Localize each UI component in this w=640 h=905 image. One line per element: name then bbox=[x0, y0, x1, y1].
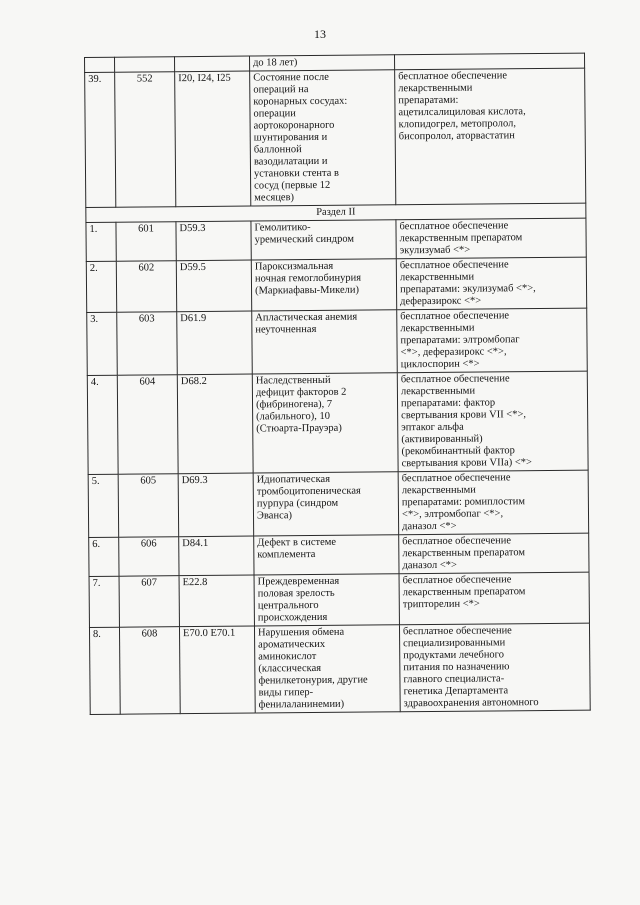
cell-condition: Наследственный дефицит факторов 2 (фибриногена), 7 (лабильного), 10 (Стюарта-Прауэра) bbox=[252, 373, 398, 473]
cell-condition: до 18 лет) bbox=[249, 55, 394, 71]
cell-benefit: бесплатное обеспечение лекарственным препаратом даназол <*> bbox=[399, 533, 589, 574]
cell-code: 605 bbox=[118, 474, 179, 538]
cell-code: 552 bbox=[115, 72, 176, 208]
cell-code: 601 bbox=[116, 222, 176, 262]
cell-icd bbox=[175, 56, 250, 72]
cell-icd: E22.8 bbox=[179, 575, 254, 627]
cell-benefit: бесплатное обеспечение лекарственными препаратами: элтромбопаг <*>, деферазирокс <*>, циклоспорин <*> bbox=[397, 308, 588, 373]
cell-benefit: бесплатное обеспечение специализированными продуктами лечебного питания по назначению главного специалиста- генетика Департамента здравоохранения автономного bbox=[399, 623, 590, 712]
cell-condition: Нарушения обмена ароматических аминокислот (классическая фенилкетонурия, другие виды гипер- фенилаланинемии) bbox=[254, 625, 400, 713]
cell-benefit: бесплатное обеспечение лекарственным препаратом экулизумаб <*> bbox=[396, 218, 586, 259]
cell-number: 1. bbox=[86, 222, 116, 261]
table-row bbox=[87, 371, 588, 474]
cell-number: 4. bbox=[87, 375, 118, 474]
cell-number bbox=[85, 57, 115, 72]
cell-icd: D69.3 bbox=[178, 473, 254, 537]
cell-condition: Гемолитико- уремический синдром bbox=[251, 220, 396, 260]
table-row bbox=[89, 623, 590, 714]
cell-code: 608 bbox=[119, 627, 180, 715]
cell-number: 8. bbox=[89, 627, 120, 714]
cell-number: 6. bbox=[89, 537, 119, 576]
cell-benefit: бесплатное обеспечение лекарственным препаратом трипторелин <*> bbox=[399, 572, 589, 625]
cell-number: 7. bbox=[89, 576, 119, 627]
cell-icd: D84.1 bbox=[179, 536, 254, 576]
cell-code: 607 bbox=[119, 576, 179, 628]
cell-icd: D59.3 bbox=[176, 221, 251, 261]
cell-benefit bbox=[394, 53, 584, 70]
table-row bbox=[89, 572, 589, 627]
cell-benefit: бесплатное обеспечение лекарственными препаратами: ацетилсалициловая кислота, клопидогрел, метопролол, бисопролол, аторвастатин bbox=[395, 68, 586, 205]
cell-icd: D68.2 bbox=[177, 374, 253, 474]
cell-icd: D61.9 bbox=[177, 311, 253, 375]
table-row bbox=[86, 257, 586, 312]
cell-icd: D59.5 bbox=[176, 260, 251, 312]
cell-benefit: бесплатное обеспечение лекарственными препаратами: экулизумаб <*>, деферазирокс <*> bbox=[396, 257, 586, 310]
table-row bbox=[88, 470, 589, 537]
cell-condition: Преждевременная половая зрелость центрального происхождения bbox=[254, 574, 399, 626]
table-row bbox=[86, 218, 586, 261]
cell-icd: I20, I24, I25 bbox=[175, 71, 251, 207]
cell-number: 2. bbox=[86, 261, 116, 312]
cell-number: 3. bbox=[87, 312, 118, 375]
cell-number: 39. bbox=[85, 72, 116, 207]
page-number: 13 bbox=[314, 27, 326, 41]
table-row bbox=[87, 308, 588, 375]
cell-code: 606 bbox=[119, 537, 179, 577]
cell-icd: E70.0 E70.1 bbox=[179, 626, 255, 714]
cell-code bbox=[115, 57, 175, 73]
cell-code: 604 bbox=[117, 375, 178, 475]
table-row bbox=[89, 533, 589, 576]
cell-number: 5. bbox=[88, 474, 119, 537]
table-row bbox=[85, 68, 586, 207]
cell-code: 602 bbox=[116, 261, 176, 313]
cell-condition: Идиопатическая тромбоцитопеническая пурпура (синдром Эванса) bbox=[253, 472, 399, 536]
benefits-table bbox=[84, 53, 591, 715]
cell-benefit: бесплатное обеспечение лекарственными препаратами: фактор свертывания крови VII <*>, эптаког альфа (активированный) (рекомбинантный фактор свертывания крови VIIa) <*> bbox=[397, 371, 588, 472]
cell-condition: Апластическая анемия неуточненная bbox=[252, 310, 398, 374]
section-title: Раздел II bbox=[86, 203, 586, 222]
cell-condition: Состояние после операций на коронарных сосудах: операции аортокоронарного шунтирования и баллонной вазодилатации и установки стента в сосуд (первые 12 месяцев) bbox=[250, 70, 396, 206]
cell-benefit: бесплатное обеспечение лекарственными препаратами: ромиплостим <*>, элтромбопаг <*>, даназол <*> bbox=[398, 470, 589, 535]
cell-condition: Пароксизмальная ночная гемоглобинурия (Маркиафавы-Микели) bbox=[251, 259, 396, 311]
cell-condition: Дефект в системе комплемента bbox=[254, 535, 399, 575]
cell-code: 603 bbox=[117, 312, 178, 376]
